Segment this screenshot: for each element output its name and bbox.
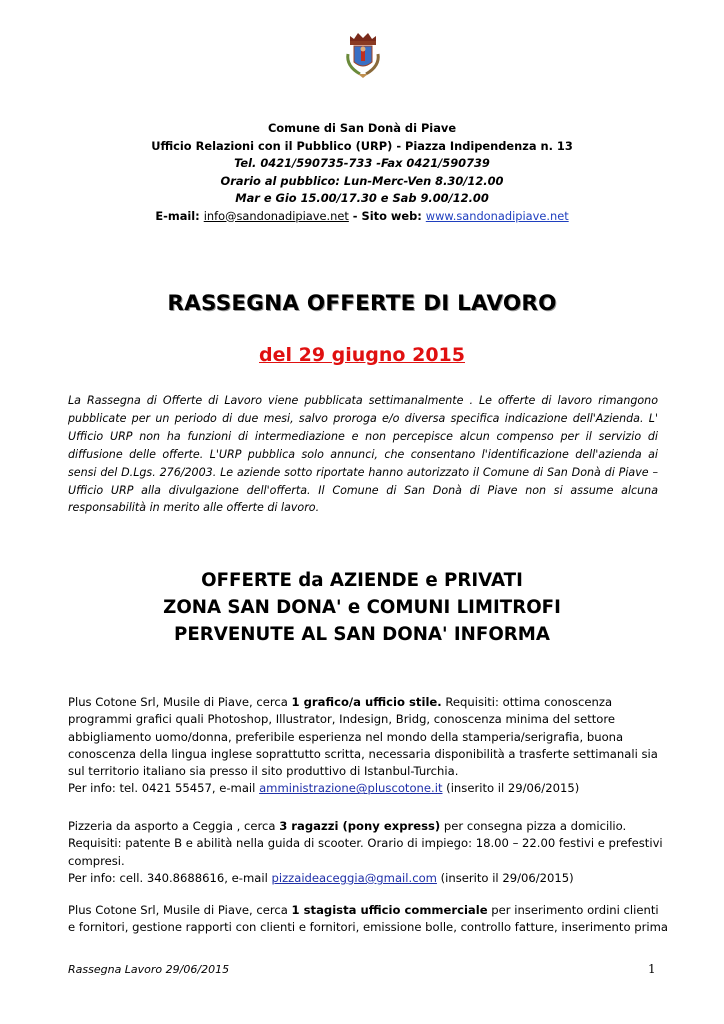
offer-body: Requisiti: ottima conoscenza programmi grafici quali Photoshop, Illustrator, Indesign, Bridg, conoscenza minima del settore abbigliamento uomo/donna, preferibile esperienza nel mondo della stamperia/serigrafia, buona conoscenza della lingua inglese soprattutto scritta, necessaria disponibilità a trasferte settimanali sia sul territorio italiano sia presso il sito produttivo di Istanbul-Turchia. <box>68 695 658 779</box>
job-offer <box>68 818 668 887</box>
section-heading <box>60 567 664 648</box>
office-address: Ufficio Relazioni con il Pubblico (URP) - Piazza Indipendenza n. 13 <box>151 138 573 153</box>
section-heading-line-2: ZONA SAN DONA' e COMUNI LIMITROFI <box>163 597 561 618</box>
offer-info: Per info: cell. 340.8688616, e-mail <box>68 870 272 885</box>
office-email-link[interactable]: info@sandonadipiave.net <box>203 208 349 223</box>
offer-body: per inserimento ordini clienti e fornitori, gestione rapporti con clienti e fornitori, emissione bolle, controllo fatture, inserimento prima <box>68 903 668 935</box>
intro-paragraph: La Rassegna di Offerte di Lavoro viene pubblicata settimanalmente . Le offerte di lavoro rimangono pubblicate per un periodo di due mesi, salvo proroga e/o diversa specifica indicazione dell'Azienda. L' Ufficio URP non ha funzioni di intermediazione e non percepisce alcun compenso per il servizio di diffusione delle offerte. L'URP pubblica solo annunci, che consentano l'identificazione dell'azienda ai sensi del D.Lgs. 276/2003. Le aziende sotto riportate hanno autorizzato il Comune di San Donà di Piave – Ufficio URP alla divulgazione dell'offerta. Il Comune di San Donà di Piave non si assume alcuna responsabilità in merito alle offerte di lavoro. <box>68 394 658 515</box>
coat-of-arms-icon <box>340 28 386 86</box>
offer-inserted-date: (inserito il 29/06/2015) <box>442 781 580 796</box>
offer-position: 3 ragazzi (pony express) <box>279 819 441 833</box>
page-number: 1 <box>648 962 656 976</box>
offer-position: 1 grafico/a ufficio stile. <box>291 695 442 709</box>
offer-inserted-date: (inserito il 29/06/2015) <box>436 870 574 885</box>
offer-info: Per info: tel. 0421 55457, e-mail <box>68 781 260 796</box>
website-link[interactable]: www.sandonadipiave.net <box>425 208 569 223</box>
offer-email-link[interactable]: pizzaideaceggia@gmail.com <box>271 870 437 885</box>
office-header <box>60 120 664 225</box>
offer-position: 1 stagista ufficio commerciale <box>291 903 488 917</box>
offer-body: per consegna pizza a domicilio. Requisiti: patente B e abilità nella guida di scooter. Orario di impiego: 18.00 – 22.00 festivi e prefestivi compresi. <box>68 819 663 868</box>
office-phone: Tel. 0421/590735-733 -Fax 0421/590739 <box>234 156 490 170</box>
email-label: E-mail: <box>155 208 200 223</box>
section-heading-line-1: OFFERTE da AZIENDE e PRIVATI <box>201 570 523 591</box>
job-offer <box>68 694 668 798</box>
publication-date: del 29 giugno 2015 <box>259 344 465 366</box>
offer-intro: Pizzeria da asporto a Ceggia , cerca <box>68 819 280 833</box>
contact-line <box>60 208 664 226</box>
job-offer <box>68 902 668 937</box>
office-hours-2: Mar e Gio 15.00/17.30 e Sab 9.00/12.00 <box>235 191 489 205</box>
office-hours-1: Orario al pubblico: Lun-Merc-Ven 8.30/12.00 <box>220 173 504 188</box>
offer-intro: Plus Cotone Srl, Musile di Piave, cerca <box>68 903 292 917</box>
website-label: Sito web: <box>361 208 422 223</box>
section-heading-line-3: PERVENUTE AL SAN DONA' INFORMA <box>174 624 550 645</box>
municipality-name: Comune di San Donà di Piave <box>267 121 457 135</box>
page-title: RASSEGNA OFFERTE DI LAVORO <box>167 291 557 316</box>
offer-email-link[interactable]: amministrazione@pluscotone.it <box>259 781 443 796</box>
separator: - <box>348 208 362 223</box>
footer-title: Rassegna Lavoro 29/06/2015 <box>68 963 230 976</box>
offer-intro: Plus Cotone Srl, Musile di Piave, cerca <box>68 695 292 709</box>
